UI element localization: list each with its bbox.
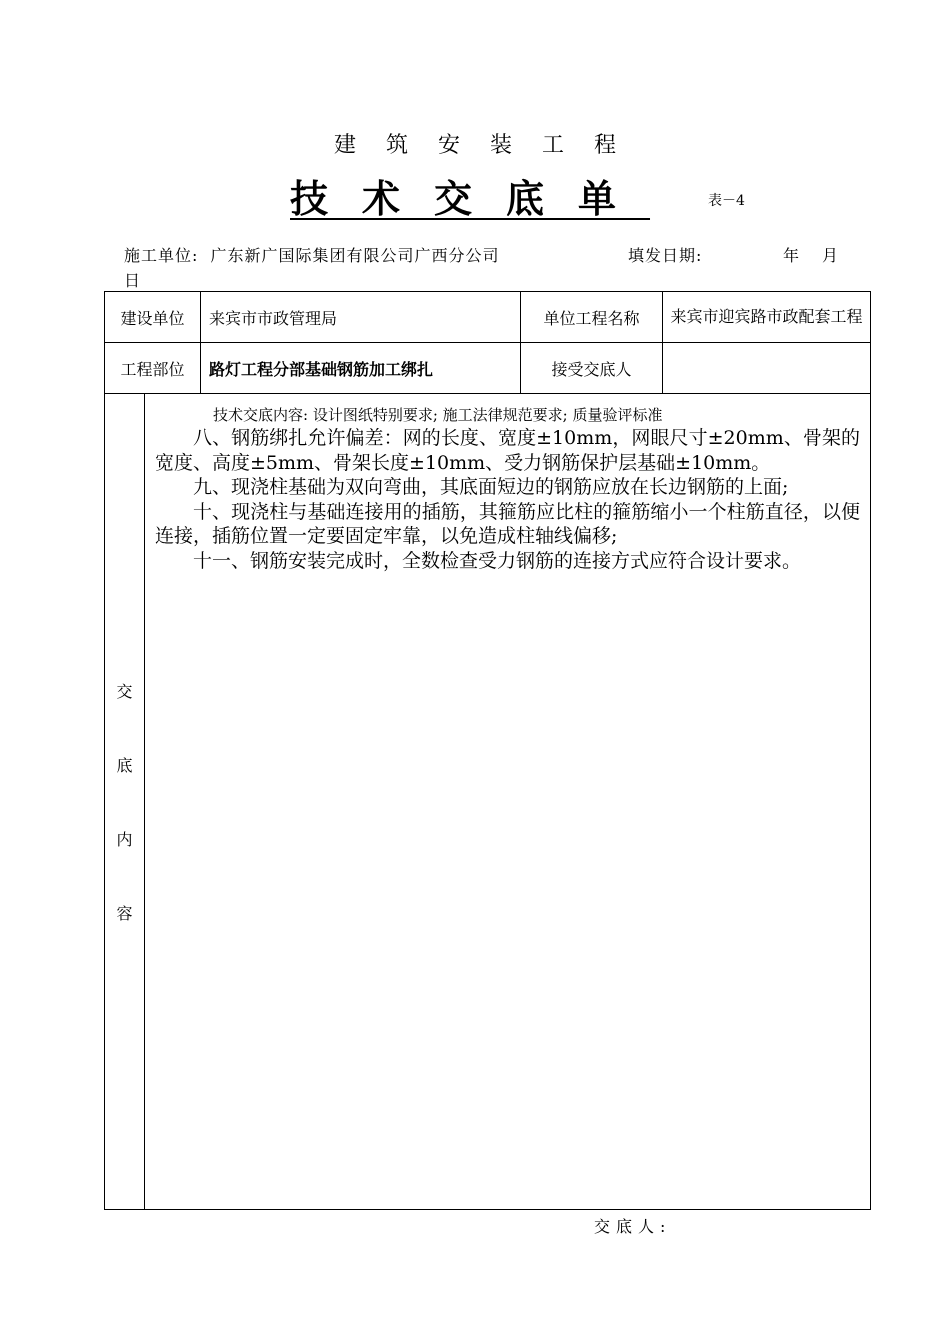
project-part-value: 路灯工程分部基础钢筋加工绑扎 [201,343,521,394]
issue-date-day: 日 [124,271,141,290]
handover-person-label: 交底人: [594,1217,672,1236]
side-char: 底 [116,756,133,775]
issue-date-month: 月 [822,246,840,265]
content-paragraph: 十一、钢筋安装完成时，全数检查受力钢筋的连接方式应符合设计要求。 [193,549,802,572]
content-heading: 技术交底内容: 设计图纸特别要求; 施工法律规范要求; 质量验评标准 [213,406,663,424]
content-side-label [105,394,145,1210]
construction-unit-value: 广东新广国际集团有限公司广西分公司 [210,246,500,265]
disclosure-content [145,394,871,1210]
side-char: 交 [116,682,133,701]
construction-unit-label: 施工单位: [124,246,199,265]
issue-date-year: 年 [783,246,801,265]
table-row [105,292,871,343]
table-row [105,394,871,1210]
issue-date-label: 填发日期: [628,246,703,265]
content-paragraph: 八、钢筋绑扎允许偏差：网的长度、宽度±10mm，网眼尺寸±20mm、骨架的宽度、高度±5mm、骨架长度±10mm、受力钢筋保护层基础±10mm。 [155,427,861,474]
project-name-value: 来宾市迎宾路市政配套工程 [663,292,871,343]
table-row [105,343,871,394]
side-char: 容 [116,904,133,923]
side-char: 内 [116,830,133,849]
disclosure-form-table [104,291,871,1210]
project-name-label: 单位工程名称 [521,292,663,343]
construction-unit-line [124,243,500,266]
owner-unit-label: 建设单位 [105,292,201,343]
recipient-value [663,343,871,394]
content-paragraph: 十、现浇柱与基础连接用的插筋，其箍筋应比柱的箍筋缩小一个柱筋直径，以便连接，插筋位置一定要固定牢靠，以免造成柱轴线偏移; [155,500,861,547]
document-category: 建筑安装工程 [333,133,646,158]
document-title: 技术交底单 [290,176,651,221]
form-number: 表－4 [708,193,745,209]
content-paragraph: 九、现浇柱基础为双向弯曲，其底面短边的钢筋应放在长边钢筋的上面; [193,476,789,498]
owner-unit-value: 来宾市市政管理局 [201,292,521,343]
recipient-label: 接受交底人 [521,343,663,394]
project-part-label: 工程部位 [105,343,201,394]
